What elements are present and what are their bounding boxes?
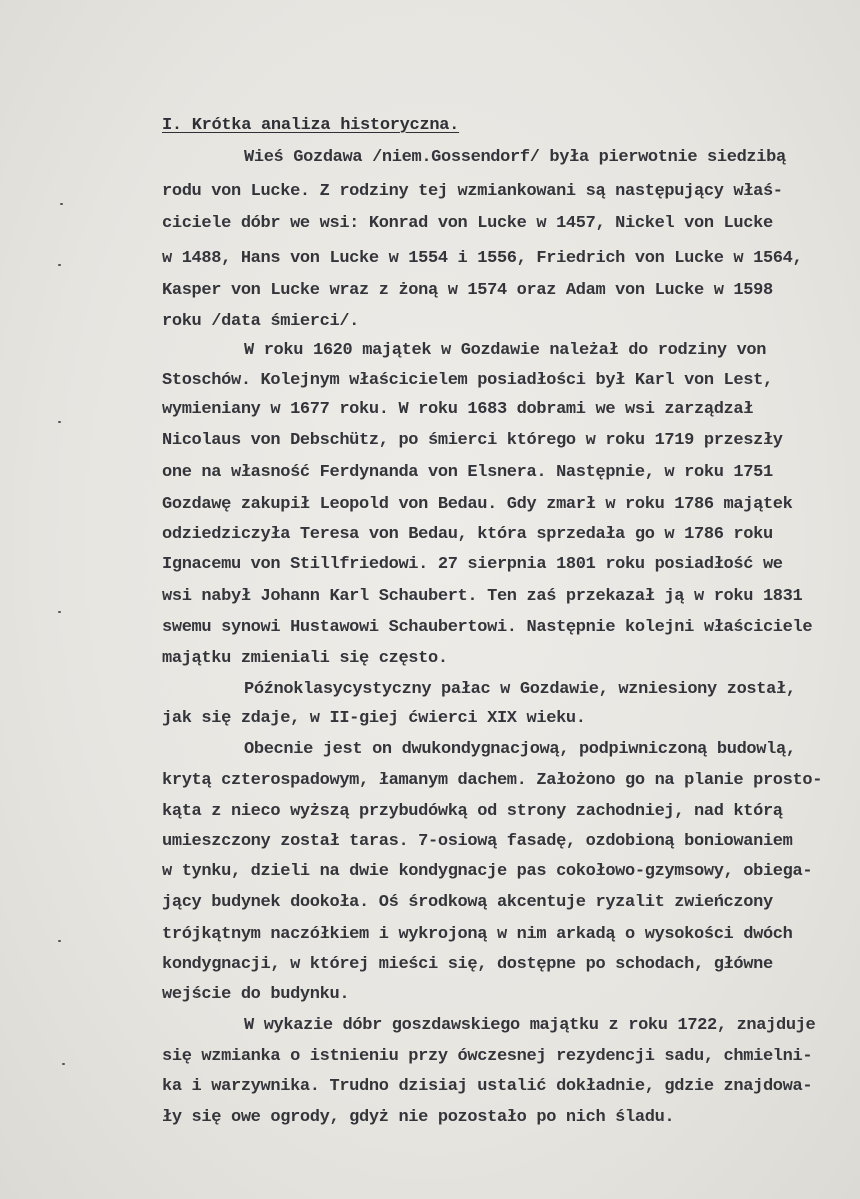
text-line: umieszczony został taras. 7-osiową fasadę, ozdobioną boniowaniem <box>162 832 793 851</box>
text-line: się wzmianka o istnieniu przy ówczesnej rezydencji sadu, chmielni- <box>162 1047 813 1066</box>
text-line: jący budynek dookoła. Oś środkową akcentuje ryzalit zwieńczony <box>162 893 773 912</box>
text-line: Późnoklasycystyczny pałac w Gozdawie, wzniesiony został, <box>244 680 796 699</box>
margin-speck <box>58 940 61 942</box>
text-line: Ignacemu von Stillfriedowi. 27 sierpnia 1801 roku posiadłość we <box>162 555 783 574</box>
margin-speck <box>60 203 63 205</box>
margin-speck <box>58 611 61 613</box>
margin-speck <box>58 421 61 423</box>
text-line: one na własność Ferdynanda von Elsnera. Następnie, w roku 1751 <box>162 463 773 482</box>
text-line: majątku zmieniali się często. <box>162 649 448 668</box>
text-line: jak się zdaje, w II-giej ćwierci XIX wieku. <box>162 709 586 728</box>
text-line: ka i warzywnika. Trudno dzisiaj ustalić dokładnie, gdzie znajdowa- <box>162 1077 813 1096</box>
text-line: trójkątnym naczółkiem i wykrojoną w nim arkadą o wysokości dwóch <box>162 925 793 944</box>
text-line: kąta z nieco wyższą przybudówką od strony zachodniej, nad którą <box>162 802 783 821</box>
margin-speck <box>62 1063 65 1065</box>
text-line: Wieś Gozdawa /niem.Gossendorf/ była pierwotnie siedzibą <box>244 148 786 167</box>
text-line: Gozdawę zakupił Leopold von Bedau. Gdy zmarł w roku 1786 majątek <box>162 495 793 514</box>
text-line: ciciele dóbr we wsi: Konrad von Lucke w 1457, Nickel von Lucke <box>162 214 773 233</box>
text-line: W wykazie dóbr goszdawskiego majątku z roku 1722, znajduje <box>244 1016 816 1035</box>
text-line: ły się owe ogrody, gdyż nie pozostało po nich śladu. <box>162 1108 675 1127</box>
text-line: Nicolaus von Debschütz, po śmierci którego w roku 1719 przeszły <box>162 431 783 450</box>
text-line: wejście do budynku. <box>162 985 350 1004</box>
text-line: Kasper von Lucke wraz z żoną w 1574 oraz Adam von Lucke w 1598 <box>162 281 773 300</box>
text-line: wymieniany w 1677 roku. W roku 1683 dobrami we wsi zarządzał <box>162 400 754 419</box>
text-line: Obecnie jest on dwukondygnacjową, podpiwniczoną budowlą, <box>244 740 796 759</box>
text-line: W roku 1620 majątek w Gozdawie należał do rodziny von <box>244 341 767 360</box>
text-line: krytą czterospadowym, łamanym dachem. Założono go na planie prosto- <box>162 771 823 790</box>
text-line: Stoschów. Kolejnym właścicielem posiadłości był Karl von Lest, <box>162 371 773 390</box>
text-line: kondygnacji, w której mieści się, dostępne po schodach, główne <box>162 955 773 974</box>
text-line: roku /data śmierci/. <box>162 312 360 331</box>
text-line: w 1488, Hans von Lucke w 1554 i 1556, Friedrich von Lucke w 1564, <box>162 249 803 268</box>
text-line: swemu synowi Hustawowi Schaubertowi. Następnie kolejni właściciele <box>162 618 813 637</box>
section-heading: I. Krótka analiza historyczna. <box>162 116 460 135</box>
text-line: w tynku, dzieli na dwie kondygnacje pas cokołowo-gzymsowy, obiega- <box>162 862 813 881</box>
text-line: rodu von Lucke. Z rodziny tej wzmiankowani są następujący właś- <box>162 182 783 201</box>
text-line: odziedziczyła Teresa von Bedau, która sprzedała go w 1786 roku <box>162 525 773 544</box>
margin-speck <box>58 264 61 266</box>
text-line: wsi nabył Johann Karl Schaubert. Ten zaś przekazał ją w roku 1831 <box>162 587 803 606</box>
